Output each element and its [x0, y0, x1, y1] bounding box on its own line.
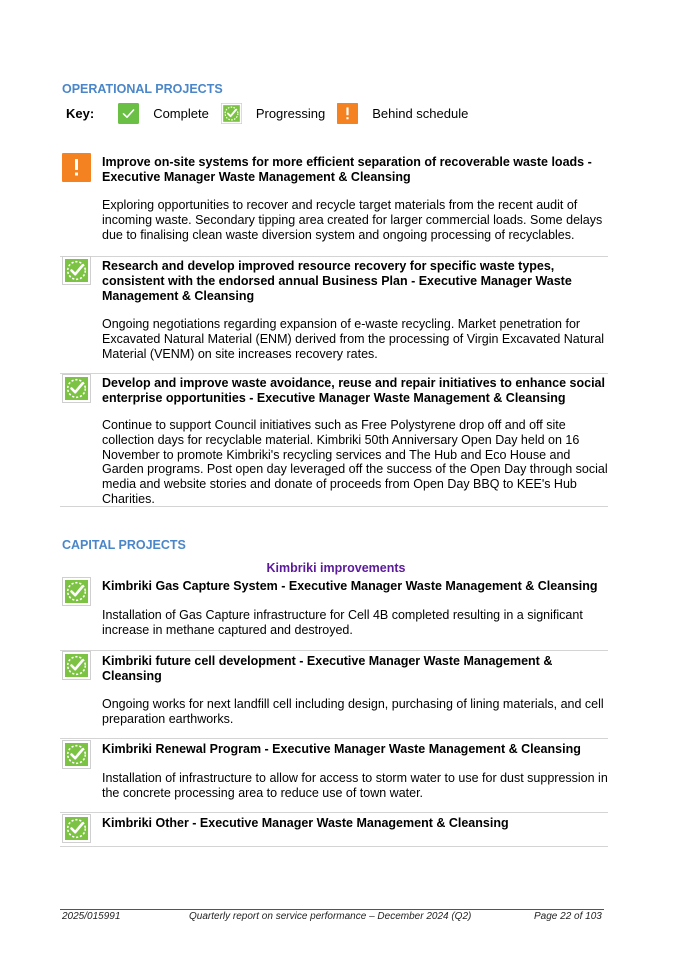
progressing-icon [62, 577, 91, 606]
footer-doc-number: 2025/015991 [62, 911, 121, 922]
divider [60, 738, 608, 739]
divider [60, 812, 608, 813]
exclamation-icon [337, 103, 358, 124]
key-label: Key: [66, 106, 95, 121]
capital-item-title: Kimbriki future cell development - Executive Manager Waste Management & Cleansing [102, 654, 553, 683]
capital-projects-heading: CAPITAL PROJECTS [62, 538, 186, 552]
progressing-icon [62, 814, 91, 843]
behind-schedule-icon [62, 153, 91, 182]
capital-item-title: Kimbriki Renewal Program - Executive Manager Waste Management & Cleansing [102, 742, 581, 756]
progress-check-icon [221, 103, 242, 124]
footer-rule [60, 909, 604, 910]
progressing-icon [62, 374, 91, 403]
capital-item-body: Installation of infrastructure to allow for access to storm water to use for dust suppression in the concrete processing area to reduce use of town water. [102, 771, 608, 800]
capital-item-body: Installation of Gas Capture infrastructure for Cell 4B completed resulting in a significant increase in methane captured and destroyed. [102, 608, 583, 637]
check-icon [118, 103, 139, 124]
divider [60, 256, 608, 257]
progressing-icon [62, 740, 91, 769]
capital-item-body: Ongoing works for next landfill cell including design, purchasing of lining materials, and cell preparation earthworks. [102, 697, 604, 726]
key-behind-label: Behind schedule [372, 106, 469, 121]
footer-report-title: Quarterly report on service performance – December 2024 (Q2) [189, 911, 472, 922]
capital-item-title: Kimbriki Other - Executive Manager Waste Management & Cleansing [102, 816, 509, 830]
operational-item-title: Develop and improve waste avoidance, reuse and repair initiatives to enhance social enterprise opportunities - Executive Manager Waste Management & Cleansing [102, 376, 605, 405]
operational-item-title: Improve on-site systems for more efficient separation of recoverable waste loads - Executive Manager Waste Management & Cleansing [102, 155, 592, 184]
divider [60, 506, 608, 507]
operational-item-body: Ongoing negotiations regarding expansion of e-waste recycling. Market penetration for Excavated Natural Material (ENM) derived from the processing of Virgin Excavated Natural Material (VENM) on site increases recovery rates. [102, 317, 605, 361]
operational-item-body: Exploring opportunities to recover and recycle target materials from the recent audit of incoming waste. Secondary tipping area created for larger commercial loads. Some delays due to finalising clean waste diversion system and ongoing processing of recyclables. [102, 198, 603, 242]
progressing-icon [62, 651, 91, 680]
divider [60, 650, 608, 651]
status-key [66, 103, 480, 124]
key-complete-label: Complete [153, 106, 209, 121]
progressing-icon [62, 256, 91, 285]
operational-projects-heading: OPERATIONAL PROJECTS [62, 82, 223, 96]
operational-item-body: Continue to support Council initiatives such as Free Polystyrene drop off and off site collection days for recyclable material. Kimbriki 50th Anniversary Open Day held on 16 November to promote Kimbriki's recycling services and The Hub and Eco House and Garden programs. Post open day leveraged off the success of the Open Day through social media and website stories and donate of proceeds from Open Day BBQ to KEE's Hub Charities. [102, 418, 608, 506]
divider [60, 846, 608, 847]
footer-page-number: Page 22 of 103 [534, 911, 602, 922]
operational-item-title: Research and develop improved resource recovery for specific waste types, consistent with the endorsed annual Business Plan - Executive Manager Waste Management & Cleansing [102, 259, 572, 303]
key-progressing-label: Progressing [255, 106, 326, 121]
capital-item-title: Kimbriki Gas Capture System - Executive Manager Waste Management & Cleansing [102, 579, 598, 593]
divider [60, 373, 608, 374]
kimbriki-improvements-subheading: Kimbriki improvements [266, 561, 406, 575]
